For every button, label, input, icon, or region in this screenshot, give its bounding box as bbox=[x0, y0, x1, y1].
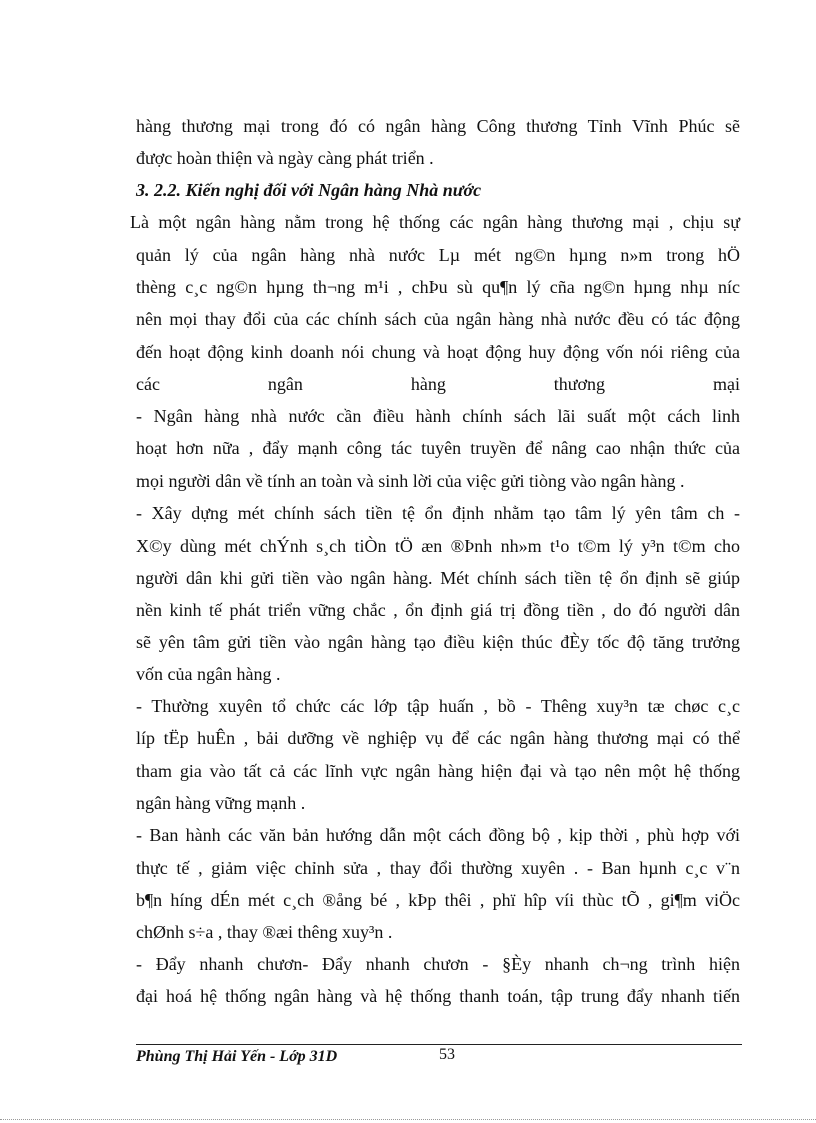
page-number: 53 bbox=[439, 1046, 455, 1063]
body-line: - Thường xuyên tổ chức các lớp tập huấn , bồ - Thêng xuy³n tæ chøc c¸c bbox=[136, 696, 740, 716]
body-line: tham gia vào tất cả các lĩnh vực ngân hàng hiện đại và tạo nên một hệ thống bbox=[136, 761, 740, 781]
body-line: líp tËp huÊn , bải dưỡng về nghiệp vụ để các ngân hàng thương mại có thể bbox=[136, 728, 740, 748]
body-line: X©y dùng mét chÝnh s¸ch tiÒn tÖ æn ®Þnh nh»m t¹o t©m lý y³n t©m cho bbox=[136, 536, 740, 556]
body-line: quản lý của ngân hàng nhà nước Lµ mét ng©n hµng n»m trong hÖ bbox=[136, 245, 740, 265]
body-line: đến hoạt động kinh doanh nói chung và hoạt động huy động vốn nói riêng của bbox=[136, 342, 740, 362]
body-line: người dân khi gửi tiền vào ngân hàng. Mét chính sách tiền tệ ổn định sẽ giúp bbox=[136, 568, 740, 588]
body-line: - Ban hành các văn bản hướng dẫn một cách đồng bộ , kịp thời , phù hợp với bbox=[136, 825, 740, 845]
body-line: nền kinh tế phát triển vững chắc , ổn định giá trị đồng tiền , do đó người dân bbox=[136, 600, 740, 620]
body-line: đại hoá hệ thống ngân hàng và hệ thống thanh toán, tập trung đẩy nhanh tiến bbox=[136, 986, 740, 1006]
body-line: vốn của ngân hàng . bbox=[136, 664, 281, 684]
body-line: các ngân hàng thương mại bbox=[136, 374, 740, 394]
body-line: thực tế , giảm việc chỉnh sửa , thay đổi thường xuyên . - Ban hµnh c¸c v¨n bbox=[136, 858, 740, 878]
footer-author: Phùng Thị Hải Yến - Lớp 31D bbox=[136, 1048, 338, 1065]
body-line: thèng c¸c ng©n hµng th¬ng m¹i , chÞu sù qu¶n lý cña ng©n hµng nhµ níc bbox=[136, 277, 740, 297]
body-line: hoạt hơn nữa , đẩy mạnh công tác tuyên truyền để nâng cao nhận thức của bbox=[136, 438, 740, 458]
section-heading: 3. 2.2. Kiến nghị đối với Ngân hàng Nhà nước bbox=[136, 180, 482, 200]
body-line: hàng thương mại trong đó có ngân hàng Công thương Tỉnh Vĩnh Phúc sẽ bbox=[136, 116, 740, 136]
body-line: Là một ngân hàng nằm trong hệ thống các ngân hàng thương mại , chịu sự bbox=[130, 212, 740, 232]
body-line: ngân hàng vững mạnh . bbox=[136, 793, 306, 813]
body-line: nên mọi thay đổi của các chính sách của ngân hàng nhà nước đều có tác động bbox=[136, 309, 740, 329]
body-line: b¶n híng dÉn mét c¸ch ®ång bé , kÞp thêi , phï hîp víi thùc tÕ , gi¶m viÖc bbox=[136, 890, 740, 910]
body-line: - Ngân hàng nhà nước cần điều hành chính sách lãi suất một cách linh bbox=[136, 406, 740, 426]
page-bottom-edge bbox=[0, 1119, 816, 1120]
body-line: mọi người dân về tính an toàn và sinh lời của việc gửi tiòng vào ngân hàng . bbox=[136, 471, 685, 491]
body-line: - Xây dựng mét chính sách tiền tệ ổn định nhằm tạo tâm lý yên tâm ch - bbox=[136, 503, 740, 523]
body-line: được hoàn thiện và ngày càng phát triển . bbox=[136, 148, 434, 168]
body-line: - Đẩy nhanh chươn- Đẩy nhanh chươn - §Èy nhanh ch¬ng trình hiện bbox=[136, 954, 740, 974]
body-line: sẽ yên tâm gửi tiền vào ngân hàng tạo điều kiện thúc đÈy tốc độ tăng trưởng bbox=[136, 632, 740, 652]
body-line: chØnh s÷a , thay ®æi thêng xuy³n . bbox=[136, 922, 393, 942]
